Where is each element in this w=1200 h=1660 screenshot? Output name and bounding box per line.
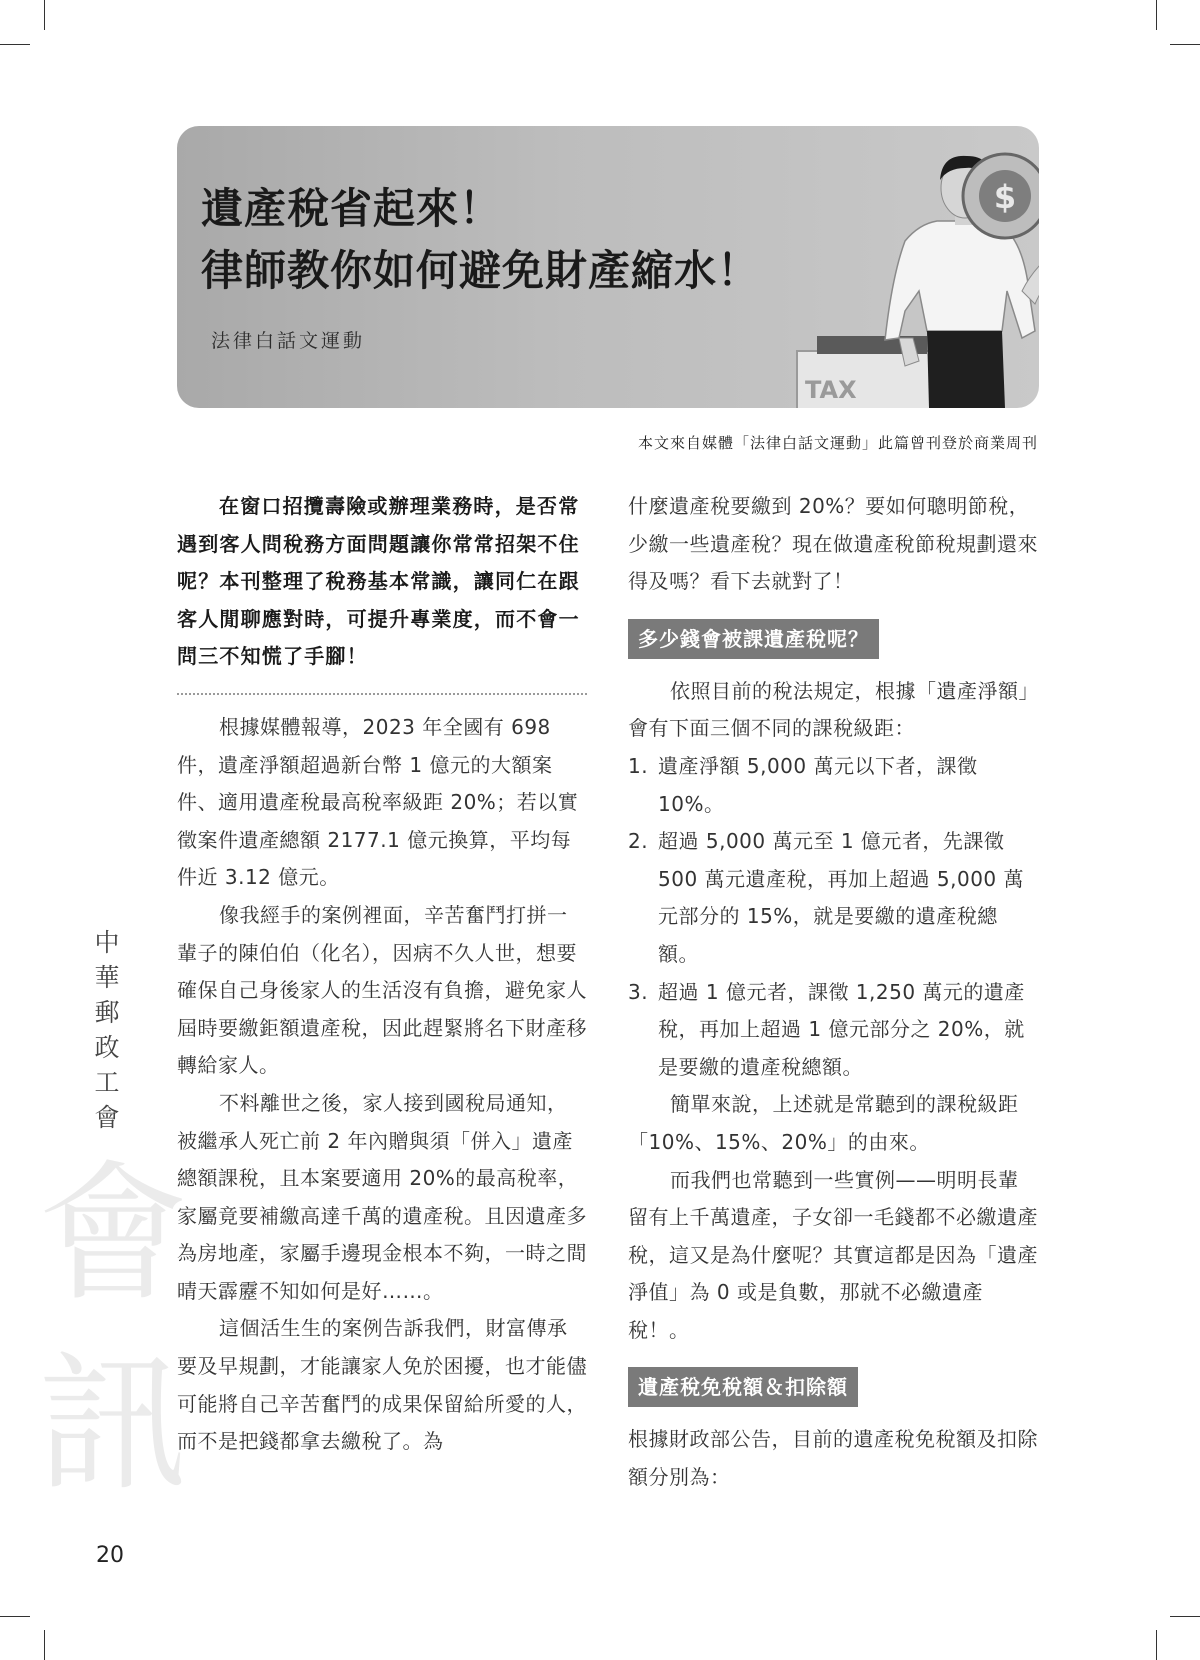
vertical-char: 中	[94, 928, 120, 957]
crop-mark	[44, 0, 45, 30]
tax-bracket-list	[628, 748, 1038, 1086]
source-note: 本文來自媒體「法律白話文運動」此篇曾刊登於商業周刊	[637, 434, 1038, 452]
dollar-coin-icon: $	[993, 178, 1017, 216]
list-item	[628, 974, 1038, 1087]
body-paragraph: 這個活生生的案例告訴我們，財富傳承要及早規劃，才能讓家人免於困擾，也才能儘可能將自己辛苦奮鬥的成果保留給所愛的人，而不是把錢都拿去繳稅了。為	[177, 1316, 587, 1454]
list-number: 2.	[628, 829, 649, 854]
body-paragraph: 簡單來說，上述就是常聽到的課稅級距「10%、15%、20%」的由來。	[628, 1092, 1019, 1154]
vertical-char: 政	[94, 1033, 120, 1062]
article-title-line2: 律師教你如何避免財產縮水！	[201, 246, 761, 295]
watermark-char: 訊	[37, 1338, 188, 1512]
vertical-char: 工	[94, 1068, 120, 1097]
crop-mark	[0, 44, 30, 45]
list-number: 3.	[628, 979, 649, 1004]
body-paragraph: 根據財政部公告，目前的遺產稅免稅額及扣除額分別為：	[628, 1427, 1038, 1490]
article-subtitle: 法律白話文運動	[211, 330, 366, 352]
tax-label: TAX	[805, 376, 857, 404]
intro-paragraph: 在窗口招攬壽險或辦理業務時，是否常遇到客人問稅務方面問題讓你常常招架不住呢？本刊整理了稅務基本常識，讓同仁在跟客人閒聊應對時，可提升專業度，而不會一問三不知慌了手腳！	[177, 494, 580, 669]
section-heading: 遺產稅免稅額＆扣除額	[628, 1367, 858, 1407]
list-item	[628, 748, 1038, 823]
crop-mark	[44, 1630, 45, 1660]
body-paragraph: 依照目前的稅法規定，根據「遺產淨額」會有下面三個不同的課稅級距：	[628, 678, 1029, 741]
crop-mark	[1156, 1630, 1157, 1660]
watermark-char: 會	[37, 1148, 188, 1322]
list-item	[628, 823, 1038, 973]
section-heading: 多少錢會被課遺產稅呢？	[628, 619, 879, 659]
article-banner	[177, 126, 1039, 408]
page-number: 20	[96, 1543, 124, 1568]
watermark-logo	[28, 1140, 198, 1520]
vertical-char: 郵	[94, 998, 120, 1027]
left-column	[177, 488, 587, 1461]
list-item-text: 超過 1 億元者，課徵 1,250 萬元的遺產稅，再加上超過 1 億元部分之 20%，就是要繳的遺產稅總額。	[658, 979, 1025, 1079]
list-item-text: 遺產淨額 5,000 萬元以下者，課徵 10%。	[658, 753, 978, 816]
article-title-line1: 遺產稅省起來！	[201, 184, 503, 233]
body-paragraph: 而我們也常聽到一些實例——明明長輩留有上千萬遺產，子女卻一毛錢都不必繳遺產稅，這又是為什麼呢？其實這都是因為「遺產淨值」為 0 或是負數，那就不必繳遺產稅！。	[628, 1167, 1038, 1342]
crop-mark	[0, 1616, 30, 1617]
union-name-vertical	[92, 925, 122, 1135]
body-paragraph: 根據媒體報導，2023 年全國有 698 件，遺產淨額超過新台幣 1 億元的大額案件、適用遺產稅最高稅率級距 20%；若以實徵案件遺產總額 2177.1 億元換算，平均每件近 3.12 億元。	[177, 714, 579, 890]
vertical-char: 華	[94, 963, 120, 992]
article-title	[201, 178, 760, 302]
body-paragraph: 什麼遺產稅要繳到 20%？要如何聰明節稅，少繳一些遺產稅？現在做遺產稅節稅規劃還來得及嗎？看下去就對了！	[628, 494, 1038, 594]
body-paragraph: 像我經手的案例裡面，辛苦奮鬥打拼一輩子的陳伯伯（化名），因病不久人世，想要確保自己身後家人的生活沒有負擔，避免家人屆時要繳鉅額遺產稅，因此趕緊將名下財產移轉給家人。	[177, 902, 587, 1078]
vertical-char: 會	[94, 1103, 120, 1132]
crop-mark	[1156, 0, 1157, 30]
body-paragraph: 不料離世之後，家人接到國稅局通知，被繼承人死亡前 2 年內贈與須「併入」遺產總額課稅，且本案要適用 20%的最高稅率，家屬竟要補繳高達千萬的遺產稅。且因遺產多為房地產，家屬手邊現金根本不夠，一時之間晴天霹靂不知如何是好……。	[177, 1090, 587, 1303]
crop-mark	[1170, 44, 1200, 45]
list-item-text: 超過 5,000 萬元至 1 億元者，先課徵 500 萬元遺產稅，再加上超過 5,000 萬元部分的 15%，就是要繳的遺產稅總額。	[658, 829, 1025, 966]
list-number: 1.	[628, 753, 649, 778]
dotted-divider	[177, 693, 587, 695]
right-column	[628, 488, 1038, 1497]
crop-mark	[1170, 1616, 1200, 1617]
